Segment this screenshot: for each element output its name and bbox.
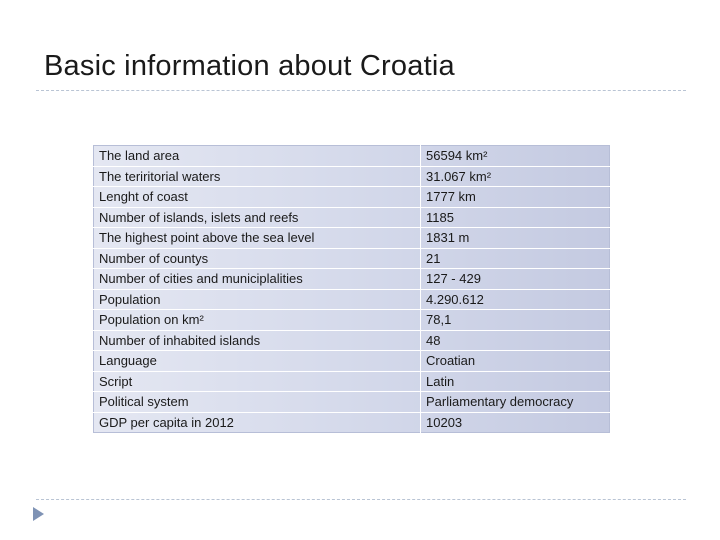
row-label: Language (94, 351, 421, 372)
row-label: Script (94, 371, 421, 392)
row-value: Latin (421, 371, 610, 392)
row-value: 31.067 km² (421, 166, 610, 187)
row-label: The highest point above the sea level (94, 228, 421, 249)
row-label: Population on km² (94, 310, 421, 331)
table-row (94, 310, 610, 331)
row-value: 1185 (421, 207, 610, 228)
title-divider (36, 90, 686, 91)
row-label: Number of inhabited islands (94, 330, 421, 351)
table-row (94, 187, 610, 208)
row-value: Parliamentary democracy (421, 392, 610, 413)
croatia-info-table (93, 145, 610, 433)
row-value: 10203 (421, 412, 610, 433)
row-label: GDP per capita in 2012 (94, 412, 421, 433)
table-row (94, 351, 610, 372)
row-label: Population (94, 289, 421, 310)
row-value: 56594 km² (426, 148, 488, 164)
table-row (94, 228, 610, 249)
bullet-arrow-icon (33, 507, 44, 521)
table-row (94, 392, 610, 413)
table-row (94, 371, 610, 392)
row-label: Number of cities and municiplalities (94, 269, 421, 290)
row-label: The teriritorial waters (94, 166, 421, 187)
table-row (94, 269, 610, 290)
slide-title: Basic information about Croatia (44, 50, 455, 82)
row-label: Number of islands, islets and reefs (94, 207, 421, 228)
row-value: 21 (421, 248, 610, 269)
row-value: 48 (421, 330, 610, 351)
table-row (94, 330, 610, 351)
row-value: 1777 km (421, 187, 610, 208)
footer-divider (36, 499, 686, 500)
table-row (94, 207, 610, 228)
table-row (94, 412, 610, 433)
table-row (94, 289, 610, 310)
row-value: 4.290.612 (421, 289, 610, 310)
table-row (94, 146, 610, 167)
row-label: Number of countys (94, 248, 421, 269)
row-label: Political system (94, 392, 421, 413)
table-row (94, 248, 610, 269)
table-row (94, 166, 610, 187)
row-label: Lenght of coast (94, 187, 421, 208)
row-label: The land area (94, 146, 421, 167)
row-value: 127 - 429 (421, 269, 610, 290)
row-value: Croatian (421, 351, 610, 372)
row-value: 1831 m (421, 228, 610, 249)
row-value: 78,1 (421, 310, 610, 331)
